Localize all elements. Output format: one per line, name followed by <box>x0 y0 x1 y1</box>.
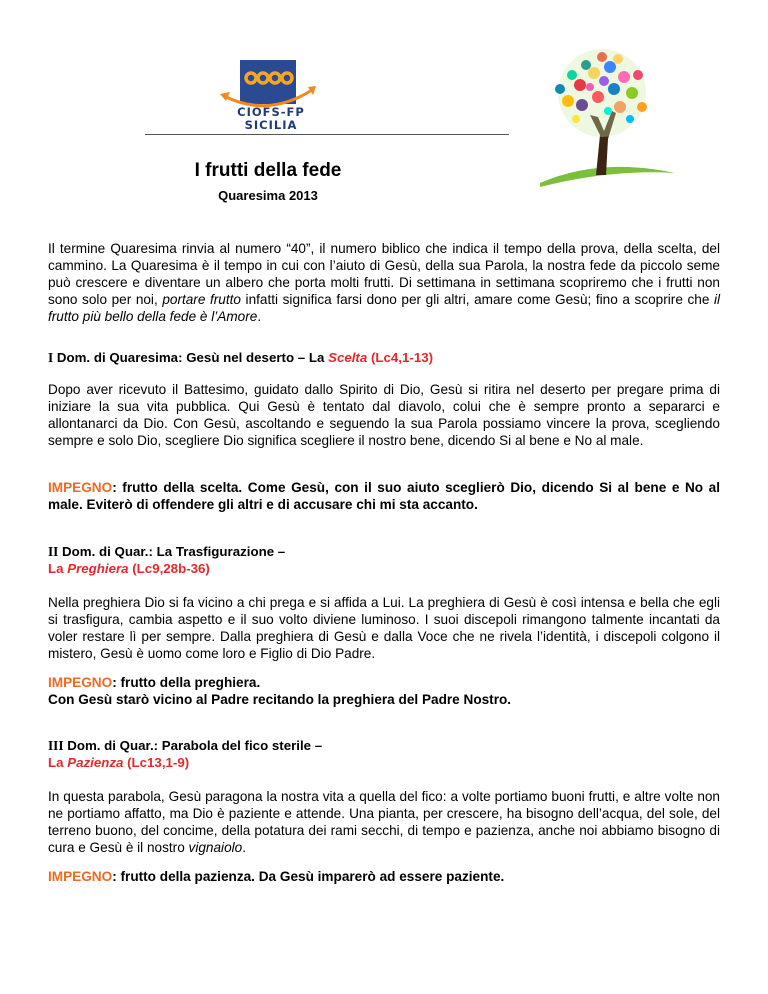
section-3-reference: (Lc13,1-9) <box>123 755 190 770</box>
section-2-reference: (Lc9,28b-36) <box>128 561 210 576</box>
intro-text-1: Il termine Quaresima rinvia al numero “40”, il numero biblico che indica il tempo della prova, della scelta, del cammino. La Quaresima è il tempo in cui con l’aiuto di Gesù, della sua Parola, la nostra fede da piccolo seme può crescere e diventare un albero che porta molti frutti. Di settimana in settimana scopriremo che i frutti non sono solo per noi, <box>48 241 720 307</box>
section-3-impegno-text: : frutto della pazienza. Da Gesù imparerò ad essere paziente. <box>112 869 505 884</box>
section-3-heading <box>48 737 720 771</box>
section-1-heading <box>48 349 720 366</box>
logo-text <box>236 106 306 132</box>
intro-text-3: . <box>257 309 262 324</box>
section-2-heading <box>48 543 720 577</box>
section-2-body: Nella preghiera Dio si fa vicino a chi prega e si affida a Lui. La preghiera di Gesù è così intensa e bella che egli si trasfigura, cambia aspetto e il suo volto diviene luminoso. I suoi discepoli rimangono talmente incantati da voler restare lì per sempre. Dalla preghiera di Gesù e dalla Voce che ne rivela l’identità, i discepoli colgono il mistero, Gesù è uomo come loro e Figlio di Dio Padre. <box>48 595 720 661</box>
logo-line-2: SICILIA <box>244 118 298 132</box>
section-1-keyword: Scelta <box>328 350 368 365</box>
tree-illustration <box>520 45 680 195</box>
section-2-impegno-label: IMPEGNO <box>48 675 113 690</box>
section-3-keyword: Pazienza <box>67 755 124 770</box>
section-3-impegno <box>48 868 720 885</box>
section-2-impegno-text: : frutto della preghiera. <box>112 675 261 690</box>
logo-line-1: CIOFS-FP <box>237 105 305 119</box>
intro-emphasis-2: il frutto più bello della fede è l’Amore <box>48 292 721 324</box>
section-3-title: Dom. di Quar.: Parabola del fico sterile – <box>63 738 323 753</box>
section-3-body <box>48 788 720 856</box>
section-1-impegno-label: IMPEGNO <box>48 480 113 495</box>
section-1-number: I <box>48 350 54 365</box>
section-1-impegno-text: : frutto della scelta. Come Gesù, con il suo aiuto sceglierò Dio, dicendo Si al bene e No al male. Eviterò di offendere gli altri e di accusare chi mi sta accanto. <box>48 480 720 512</box>
section-2-prefix: La <box>48 561 68 576</box>
section-3-impegno-label: IMPEGNO <box>48 869 113 884</box>
section-3-prefix: La <box>48 755 68 770</box>
section-1-impegno <box>48 479 720 513</box>
intro-text-2: infatti significa farsi dono per gli altri, amare come Gesù; fino a scoprire che <box>240 292 714 307</box>
section-1-title: Dom. di Quaresima: Gesù nel deserto – La <box>53 350 329 365</box>
header-rule <box>145 134 509 135</box>
section-2-impegno-line2: Con Gesù starò vicino al Padre recitando la preghiera del Padre Nostro. <box>48 692 512 707</box>
section-3-body-emphasis: vignaiolo <box>188 840 243 855</box>
section-1-reference: (Lc4,1-13) <box>367 350 434 365</box>
page-title: I frutti della fede <box>194 160 342 181</box>
intro-paragraph <box>48 240 720 325</box>
intro-emphasis-1: portare frutto <box>162 292 241 307</box>
section-2-title: Dom. di Quar.: La Trasfigurazione – <box>58 544 286 559</box>
section-1-body: Dopo aver ricevuto il Battesimo, guidato dallo Spirito di Dio, Gesù si ritira nel deserto per pregare prima di iniziare la sua vita pubblica. Qui Gesù è tentato dal diavolo, colui che è sempre pronto a separarci e allontanarci da Dio. Con Gesù, ascoltando e seguendo la sua Parola possiamo vincere la prova, scegliendo sempre e solo Dio, scegliere Dio significa scegliere il nostro bene, dicendo Si al bene e No al male. <box>48 382 720 448</box>
section-3-number: III <box>48 738 64 753</box>
section-2-keyword: Preghiera <box>67 561 129 576</box>
page-subtitle: Quaresima 2013 <box>218 188 318 203</box>
section-2-number: II <box>48 544 59 559</box>
section-2-impegno <box>48 674 720 708</box>
section-3-body-text: In questa parabola, Gesù paragona la nostra vita a quella del fico: a volte portiamo buoni frutti, e altre volte non ne portiamo affatto, ma Dio è paziente e attende. Una pianta, per crescere, ha bisogno dell’acqua, del sole, del terreno buono, del concime, della potatura dei rami secchi, di tempo e pazienza, anche noi abbiamo bisogno di cura e Gesù è il nostro <box>48 789 720 855</box>
section-3-body-end: . <box>242 840 246 855</box>
